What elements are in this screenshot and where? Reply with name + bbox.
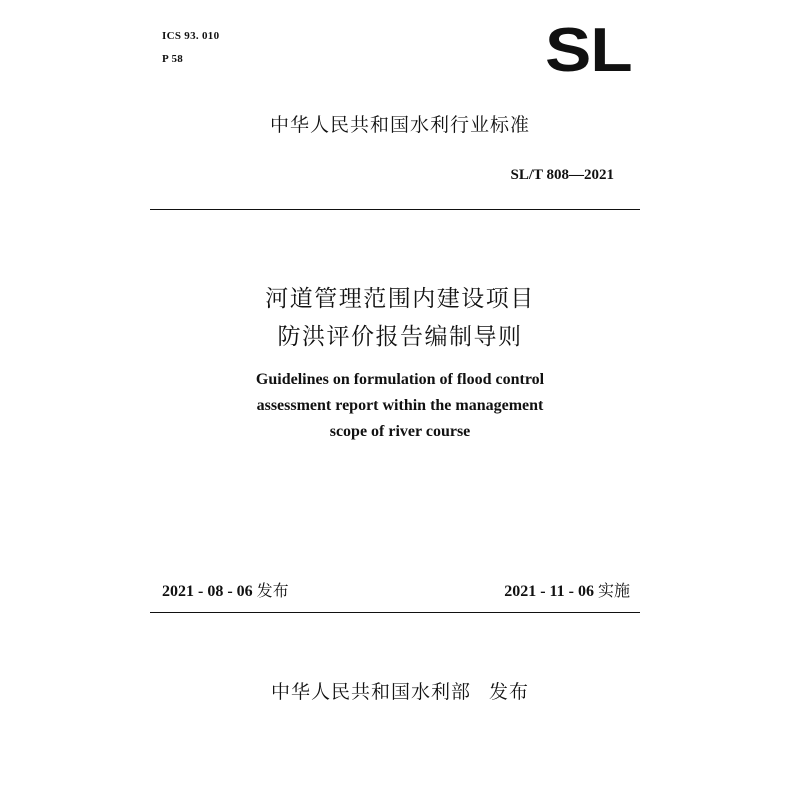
title-chinese-line-1: 河道管理范围内建设项目 (265, 286, 535, 312)
sl-logo: SL (545, 16, 632, 85)
publisher-name: 中华人民共和国水利部 (270, 681, 471, 703)
title-english-line-2: assessment report within the management (256, 397, 544, 414)
implementation-label: 实施 (597, 581, 630, 600)
standard-category-title: 中华人民共和国水利行业标准 (269, 114, 530, 136)
ics-code: ICS 93. 010 (162, 30, 220, 42)
top-divider (150, 209, 640, 210)
classification-code: P 58 (162, 53, 184, 65)
implementation-date-block (504, 581, 630, 602)
publisher-action: 发布 (489, 681, 530, 703)
title-chinese-line-2: 防洪评价报告编制导则 (277, 324, 523, 350)
title-english-line-1: Guidelines on formulation of flood control (255, 371, 545, 388)
implementation-date: 2021 - 11 - 06 (504, 583, 594, 600)
standard-number: SL/T 808—2021 (510, 167, 614, 183)
publisher-line (0, 680, 800, 704)
issue-date-block (162, 581, 289, 602)
issue-date: 2021 - 08 - 06 (162, 583, 253, 600)
bottom-divider (150, 612, 640, 613)
title-english-line-3: scope of river course (329, 423, 471, 440)
issue-label: 发布 (256, 581, 289, 600)
